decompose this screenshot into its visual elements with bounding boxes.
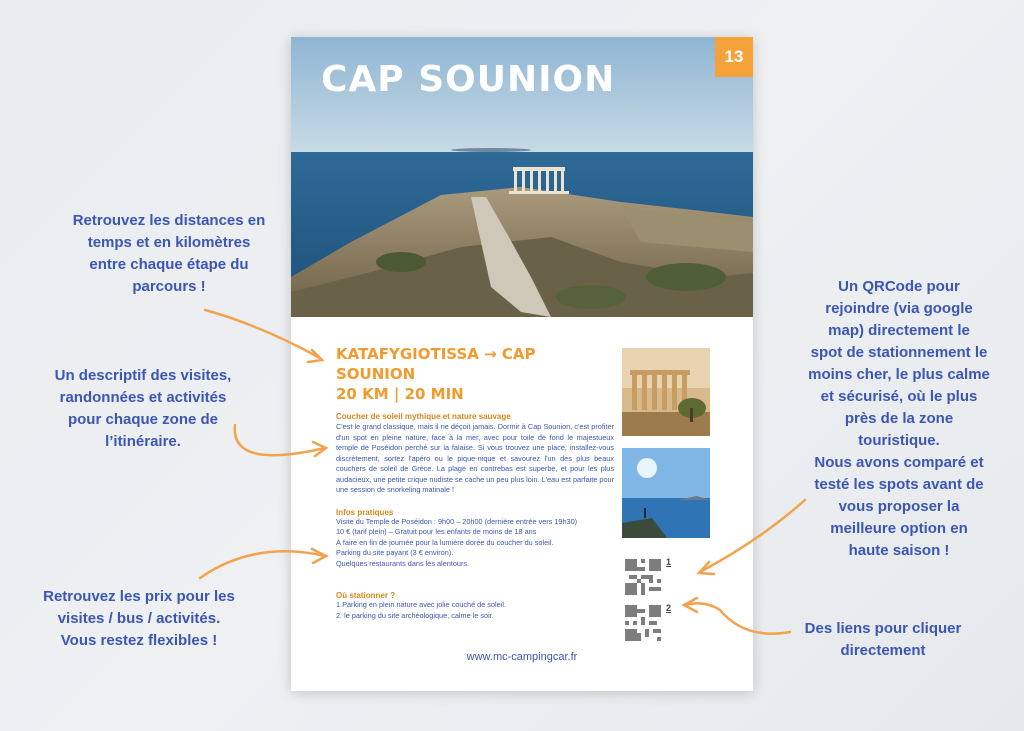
arrow-liens [685,603,790,633]
annotation-line: rejoindre (via google [825,300,973,317]
annotation-line: entre chaque étape du [89,256,249,273]
annotation-line: parcours ! [132,278,206,295]
annotation-line: Des liens pour cliquer [804,620,962,637]
annotation-line: randonnées et activités [59,389,227,406]
annotation-line: Un descriptif des visites, [54,367,232,384]
annotation-line: visites / bus / activités. [57,610,221,627]
info-line: À faire en fin de journée pour la lumière dorée du coucher du soleil. [336,537,554,547]
annotation-line: Un QRCode pour [838,278,960,295]
annotation-line: haute saison ! [848,542,950,559]
info-line: Quelques restaurants dans les alentours. [336,558,470,568]
website-link[interactable]: www.mc-campingcar.fr [466,651,578,663]
qr-link-2[interactable]: 2 [666,603,672,613]
annotation-line: spot de stationnement le [810,344,988,361]
annotation-line: map) directement le [828,322,970,339]
arrow-prix [200,551,325,578]
parking-line: 2. le parking du site archéologique, calme le soir. [336,610,494,620]
info-line: Visite du Temple de Poséidon : 9h00 – 20h00 (dernière entrée vers 19h30) [336,516,578,526]
arrow-head [312,549,326,563]
info-line: 10 € (tarif plein) – Gratuit pour les enfants de moins de 18 ans [336,527,537,536]
annotation-line: Retrouvez les prix pour les [43,588,235,605]
parking-line: 1.Parking en plein nature avec jolie couché de soleil. [336,600,506,609]
description-paragraph: C'est le grand classique, mais il ne déçoit jamais. Dormir à Cap Sounion, c'est profiter d'un spot en pleine nature, face à la mer, avec pour toile de fond le majestueux temple de Poséidon perché sur la falaise. Si vous trouvez une place, installez-vous discrètement, sortez l'apéro ou le pique-nique et savourez l'un des plus beaux couchers de soleil de Grèce. La plage en contrebas est superbe, et pour les plus audacieux, une petite crique nudiste se cache un peu plus loin. L'eau est parfaite pour une session de snorkeling matinale ! [336,422,614,494]
annotation-line: l’itinéraire. [105,433,181,450]
route-heading: KATAFYGIOTISSA → CAP SOUNION [336,345,536,383]
info-line: Parking du site payant (3 € environ). [336,548,454,557]
stationner-title: Où stationner ? [336,591,396,600]
annotation-line: vous proposer la [838,498,960,515]
arrow-descriptif [235,425,325,455]
annotation-line: Retrouvez les distances en [72,212,266,229]
annotation-line: testé les spots avant de [814,476,984,493]
arrow-distances [205,310,320,358]
annotation-line: Vous restez flexibles ! [60,632,218,649]
page-number-badge: 13 [715,37,753,77]
annotation-line: et sécurisé, où le plus [820,388,978,405]
arrow-qrcode [700,500,805,572]
annotation-line: temps et en kilomètres [87,234,251,251]
section-subtitle: Coucher de soleil mythique et nature sauvage [336,412,511,421]
annotation-line: pour chaque zone de [67,411,218,428]
annotation-line: près de la zone [844,410,954,427]
annotation-line: Nous avons comparé et [814,454,984,471]
annotation-line: directement [840,642,926,659]
annotation-line: moins cher, le plus calme [808,366,990,383]
page-title: CAP SOUNION [321,59,616,100]
annotation-line: meilleure option en [830,520,968,537]
infos-title: Infos pratiques [336,507,394,517]
route-distance: 20 KM | 20 MIN [336,385,464,403]
qr-link-1[interactable]: 1 [666,557,672,567]
annotation-line: touristique. [858,432,940,449]
